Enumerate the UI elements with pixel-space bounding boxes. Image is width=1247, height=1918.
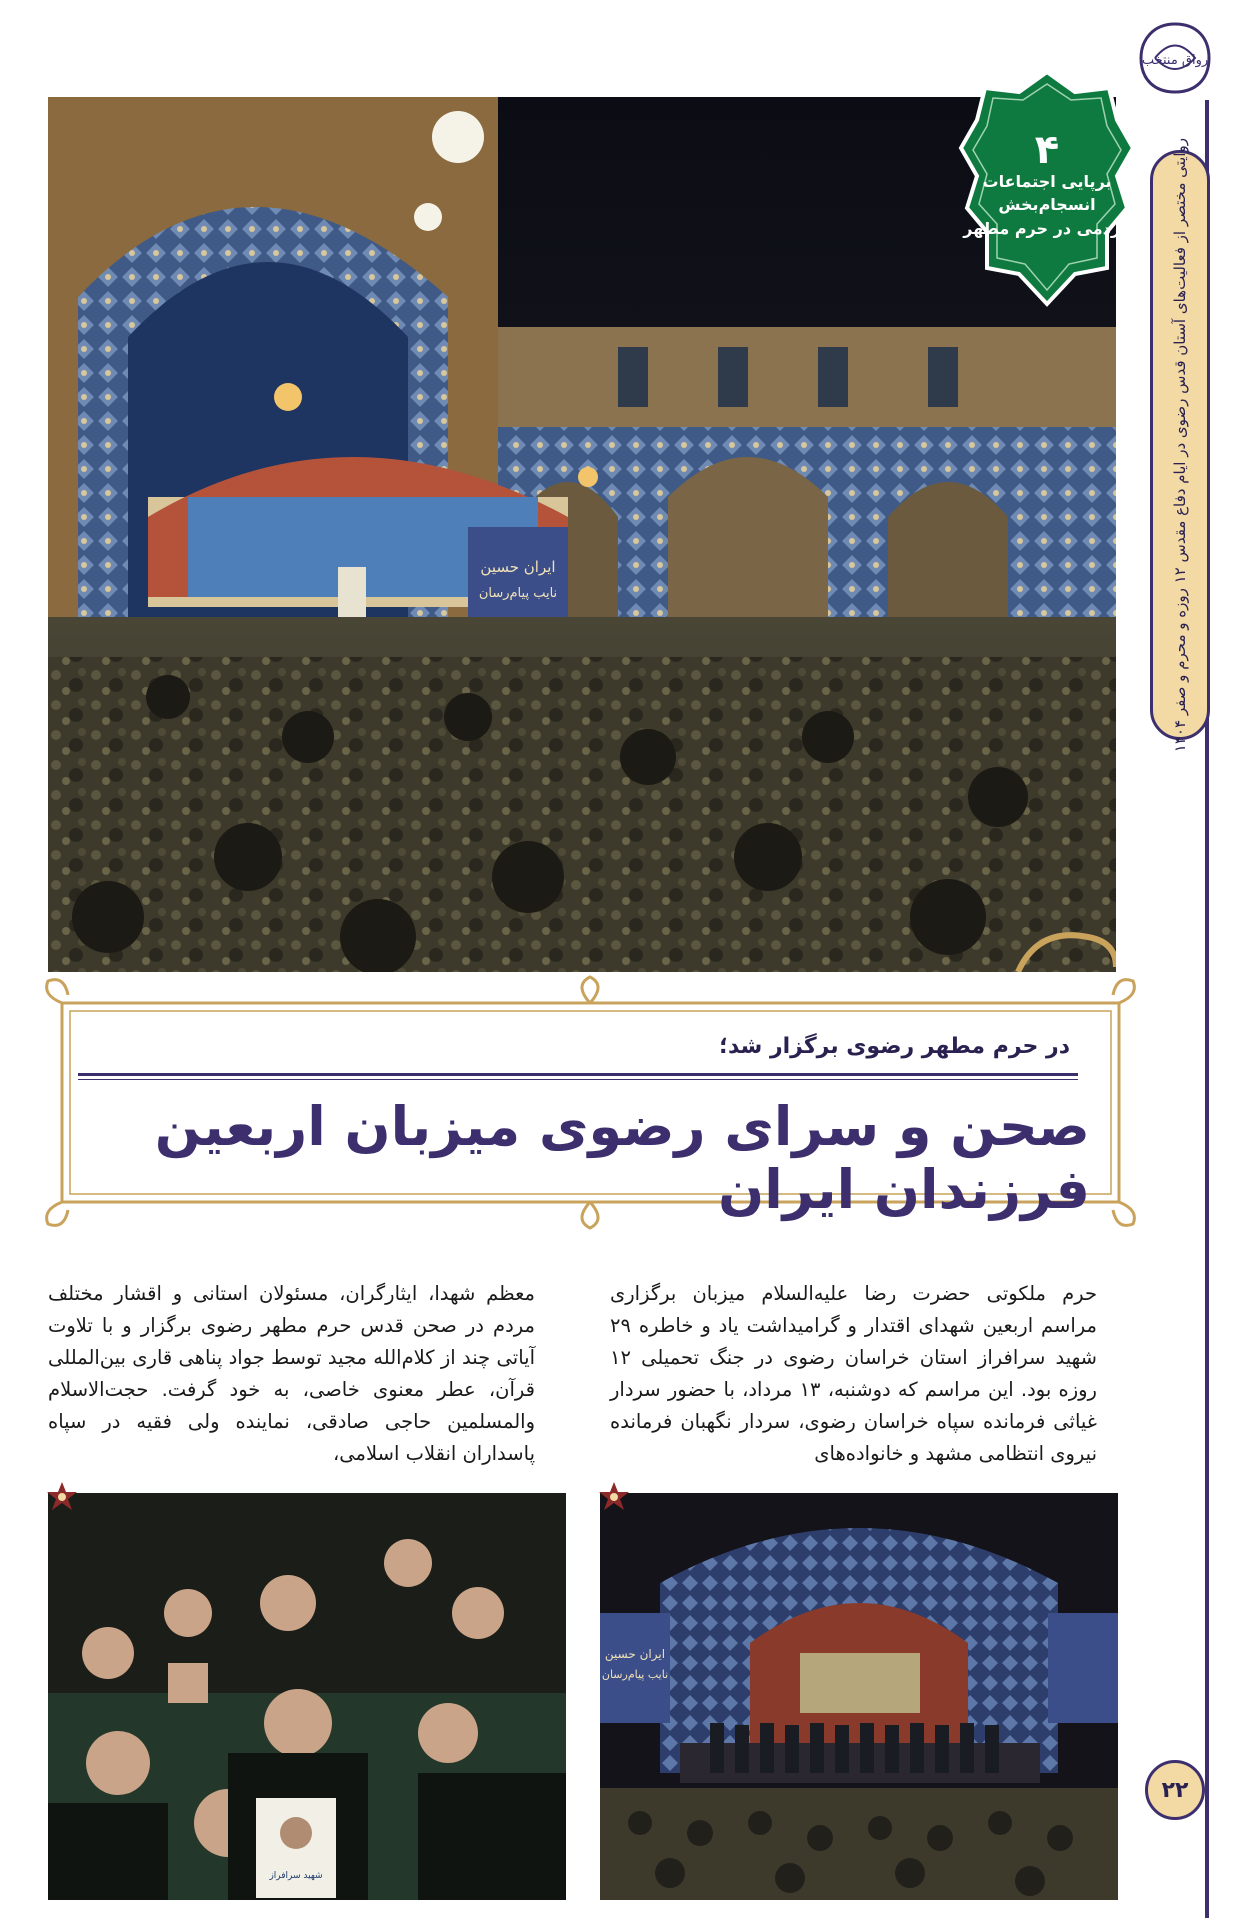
- logo-text: رواق منتخب: [1141, 53, 1209, 68]
- flower-ornament-icon: [44, 1480, 80, 1516]
- article-headline: صحن و سرای رضوی میزبان اربعین فرزندان ایران: [154, 1095, 1090, 1221]
- article-column-left: [48, 1278, 535, 1470]
- magazine-logo: [1135, 18, 1215, 98]
- section-title-line1: برپایی اجتماعات: [982, 172, 1112, 192]
- main-banner-line1: ایران حسین: [480, 558, 556, 576]
- left-poster-text: شهید سرافراز: [269, 1871, 323, 1881]
- side-ribbon-text: روایتی مختصر از فعالیت‌های آستان قدس رضوی در ایام دفاع مقدس ۱۲ روزه و محرم و صفر ۱۴۰۴: [1171, 137, 1189, 753]
- right-banner-line1: ایران حسین: [604, 1647, 666, 1661]
- article-paragraph-left: معظم شهدا، ایثارگران، مسئولان استانی و اقشار مختلف مردم در صحن قدس حرم مطهر رضوی برگزار و با تلاوت آیاتی چند از کلام‌الله مجید توسط جواد پناهی قاری بین‌المللی قرآن، عطر معنوی خاصی، به خود گرفت. حجت‌الاسلام والمسلمین حاجی صادقی، نماینده ولی فقیه در سپاه پاسداران انقلاب اسلامی،: [48, 1282, 535, 1465]
- article-kicker: در حرم مطهر رضوی برگزار شد؛: [719, 1034, 1070, 1059]
- section-title-line3: مردمی در حرم مطهر: [963, 218, 1131, 238]
- photo-stage-choir: [600, 1493, 1118, 1900]
- photo-mourners: [48, 1493, 566, 1900]
- title-rule: [78, 1073, 1078, 1076]
- right-banner-line2: نایب پیام‌رسان: [601, 1668, 669, 1681]
- section-number: ۴: [1034, 127, 1060, 174]
- article-column-right: [610, 1278, 1097, 1470]
- side-ribbon: [1150, 137, 1210, 753]
- flower-ornament-icon: [596, 1480, 632, 1516]
- section-badge-text: [957, 68, 1137, 308]
- main-banner-line2: نایب پیام‌رسان: [478, 586, 558, 601]
- main-photo: [48, 97, 1116, 972]
- title-rule-thin: [78, 1079, 1078, 1080]
- page-number: ۲۲: [1145, 1760, 1205, 1820]
- article-paragraph-right: حرم ملکوتی حضرت رضا علیه‌السلام میزبان برگزاری مراسم اربعین شهدای اقتدار و گرامیداشت یاد و خاطره ۲۹ شهید سرافراز استان خراسان رضوی در جنگ تحمیلی ۱۲ روزه بود. این مراسم که دوشنبه، ۱۳ مرداد، با حضور سردار غیاثی فرمانده سپاه خراسان رضوی، سردار نگهبان فرمانده نیروی انتظامی مشهد و خانواده‌های: [610, 1282, 1097, 1465]
- section-title-line2: انسجام‌بخش: [998, 195, 1096, 215]
